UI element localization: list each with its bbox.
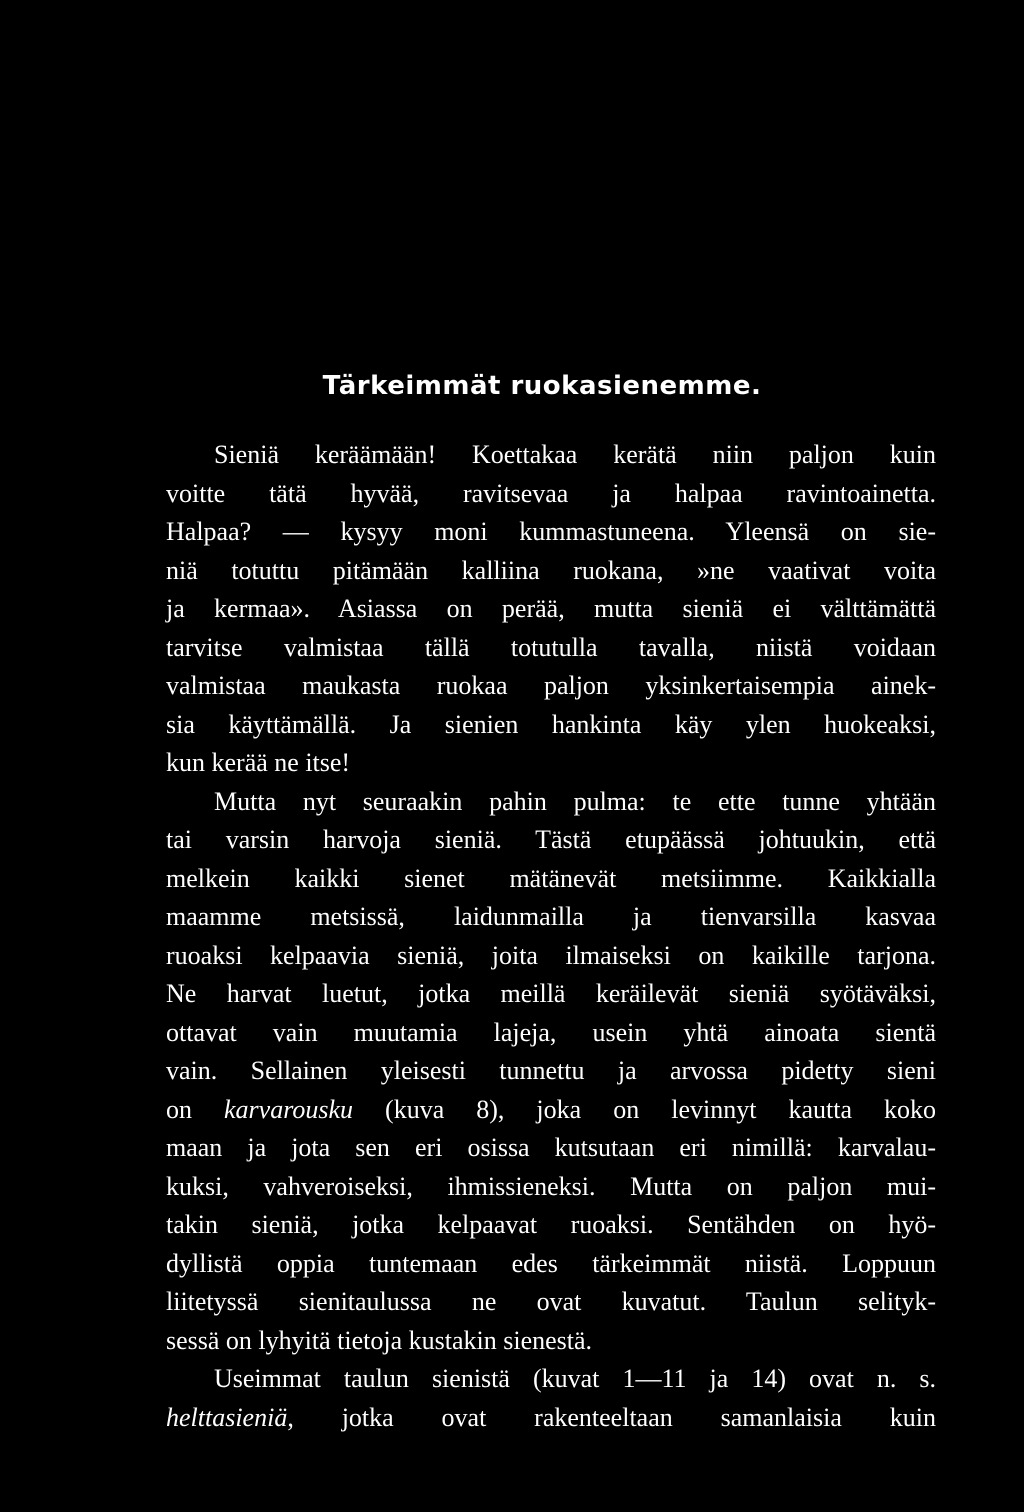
text-line [166,1283,936,1322]
body-text [166,436,936,1437]
text-segment: vain. Sellainen yleisesti tunnettu ja arvossa pidetty sieni [166,1056,936,1085]
text-line [166,475,936,514]
text-line [166,1129,936,1168]
text-segment: valmistaa maukasta ruokaa paljon yksinkertaisempia ainek- [166,671,936,700]
text-segment: voitte tätä hyvää, ravitsevaa ja halpaa ravintoainetta. [166,478,936,508]
text-line [166,667,936,706]
text-segment: kuksi, vahveroiseksi, ihmissieneksi. Mutta on paljon mui- [166,1171,936,1201]
text-line [166,1206,936,1245]
text-segment: ja kermaa». Asiassa on perää, mutta sieniä ei välttämättä [166,594,936,623]
text-segment: Sieniä keräämään! Koettakaa kerätä niin paljon kuin [214,440,936,469]
text-line [166,860,936,899]
text-line [166,629,936,668]
text-line [166,1014,936,1053]
text-line [166,1322,936,1361]
text-segment: kun kerää ne itse! [166,748,351,777]
text-segment: dyllistä oppia tuntemaan edes tärkeimmät niistä. Loppuun [166,1248,936,1278]
text-line [166,513,936,552]
text-segment: ottavat vain muutamia lajeja, usein yhtä ainoata sientä [166,1017,936,1047]
text-segment: , jotka ovat rakenteeltaan samanlaisia kuin [287,1402,936,1432]
text-segment: tai varsin harvoja sieniä. Tästä etupäässä johtuukin, että [166,825,936,854]
text-line [166,552,936,591]
text-line [166,1168,936,1207]
text-segment: sia käyttämällä. Ja sienien hankinta käy ylen huokeaksi, [166,709,936,739]
text-segment: maamme metsissä, laidunmailla ja tienvarsilla kasvaa [166,902,936,931]
text-line [166,744,936,783]
text-line [166,590,936,629]
text-segment: liitetyssä sienitaulussa ne ovat kuvatut. Taulun selityk- [166,1287,936,1316]
text-segment: sessä on lyhyitä tietoja kustakin sienestä. [166,1325,593,1355]
text-line [166,1091,936,1130]
text-segment: maan ja jota sen eri osissa kutsutaan eri nimillä: karvalau- [166,1133,936,1162]
text-segment: Useimmat taulun sienistä (kuvat 1—11 ja 14) ovat n. s. [214,1364,936,1393]
page-title: Tärkeimmät ruokasienemme. [322,371,762,401]
text-segment: on [166,1094,225,1124]
text-line [166,821,936,860]
text-segment: takin sieniä, jotka kelpaavat ruoaksi. Sentähden on hyö- [166,1210,936,1239]
text-line [166,898,936,937]
text-segment: (kuva 8), joka on levinnyt kautta koko [353,1094,936,1124]
text-line [166,1245,936,1284]
text-line [166,436,936,475]
italic-term: karvarousku [224,1094,354,1124]
text-segment: tarvitse valmistaa tällä totutulla tavalla, niistä voidaan [166,632,936,662]
text-line [166,783,936,822]
text-line [166,1399,936,1438]
text-line [166,1360,936,1399]
text-line [166,975,936,1014]
text-segment: ruoaksi kelpaavia sieniä, joita ilmaiseksi on kaikille tarjona. [166,940,936,970]
text-segment: niä totuttu pitämään kalliina ruokana, »ne vaativat voita [166,555,936,585]
text-line [166,706,936,745]
text-segment: melkein kaikki sienet mätänevät metsiimme. Kaikkialla [166,863,936,893]
text-line [166,1052,936,1091]
text-segment: Halpaa? — kysyy moni kummastuneena. Yleensä on sie- [166,517,936,546]
italic-term: helttasieniä [166,1402,288,1432]
text-segment: Mutta nyt seuraakin pahin pulma: te ette tunne yhtään [214,786,936,816]
text-line [166,937,936,976]
text-segment: Ne harvat luetut, jotka meillä keräilevät sieniä syötäväksi, [166,979,936,1008]
